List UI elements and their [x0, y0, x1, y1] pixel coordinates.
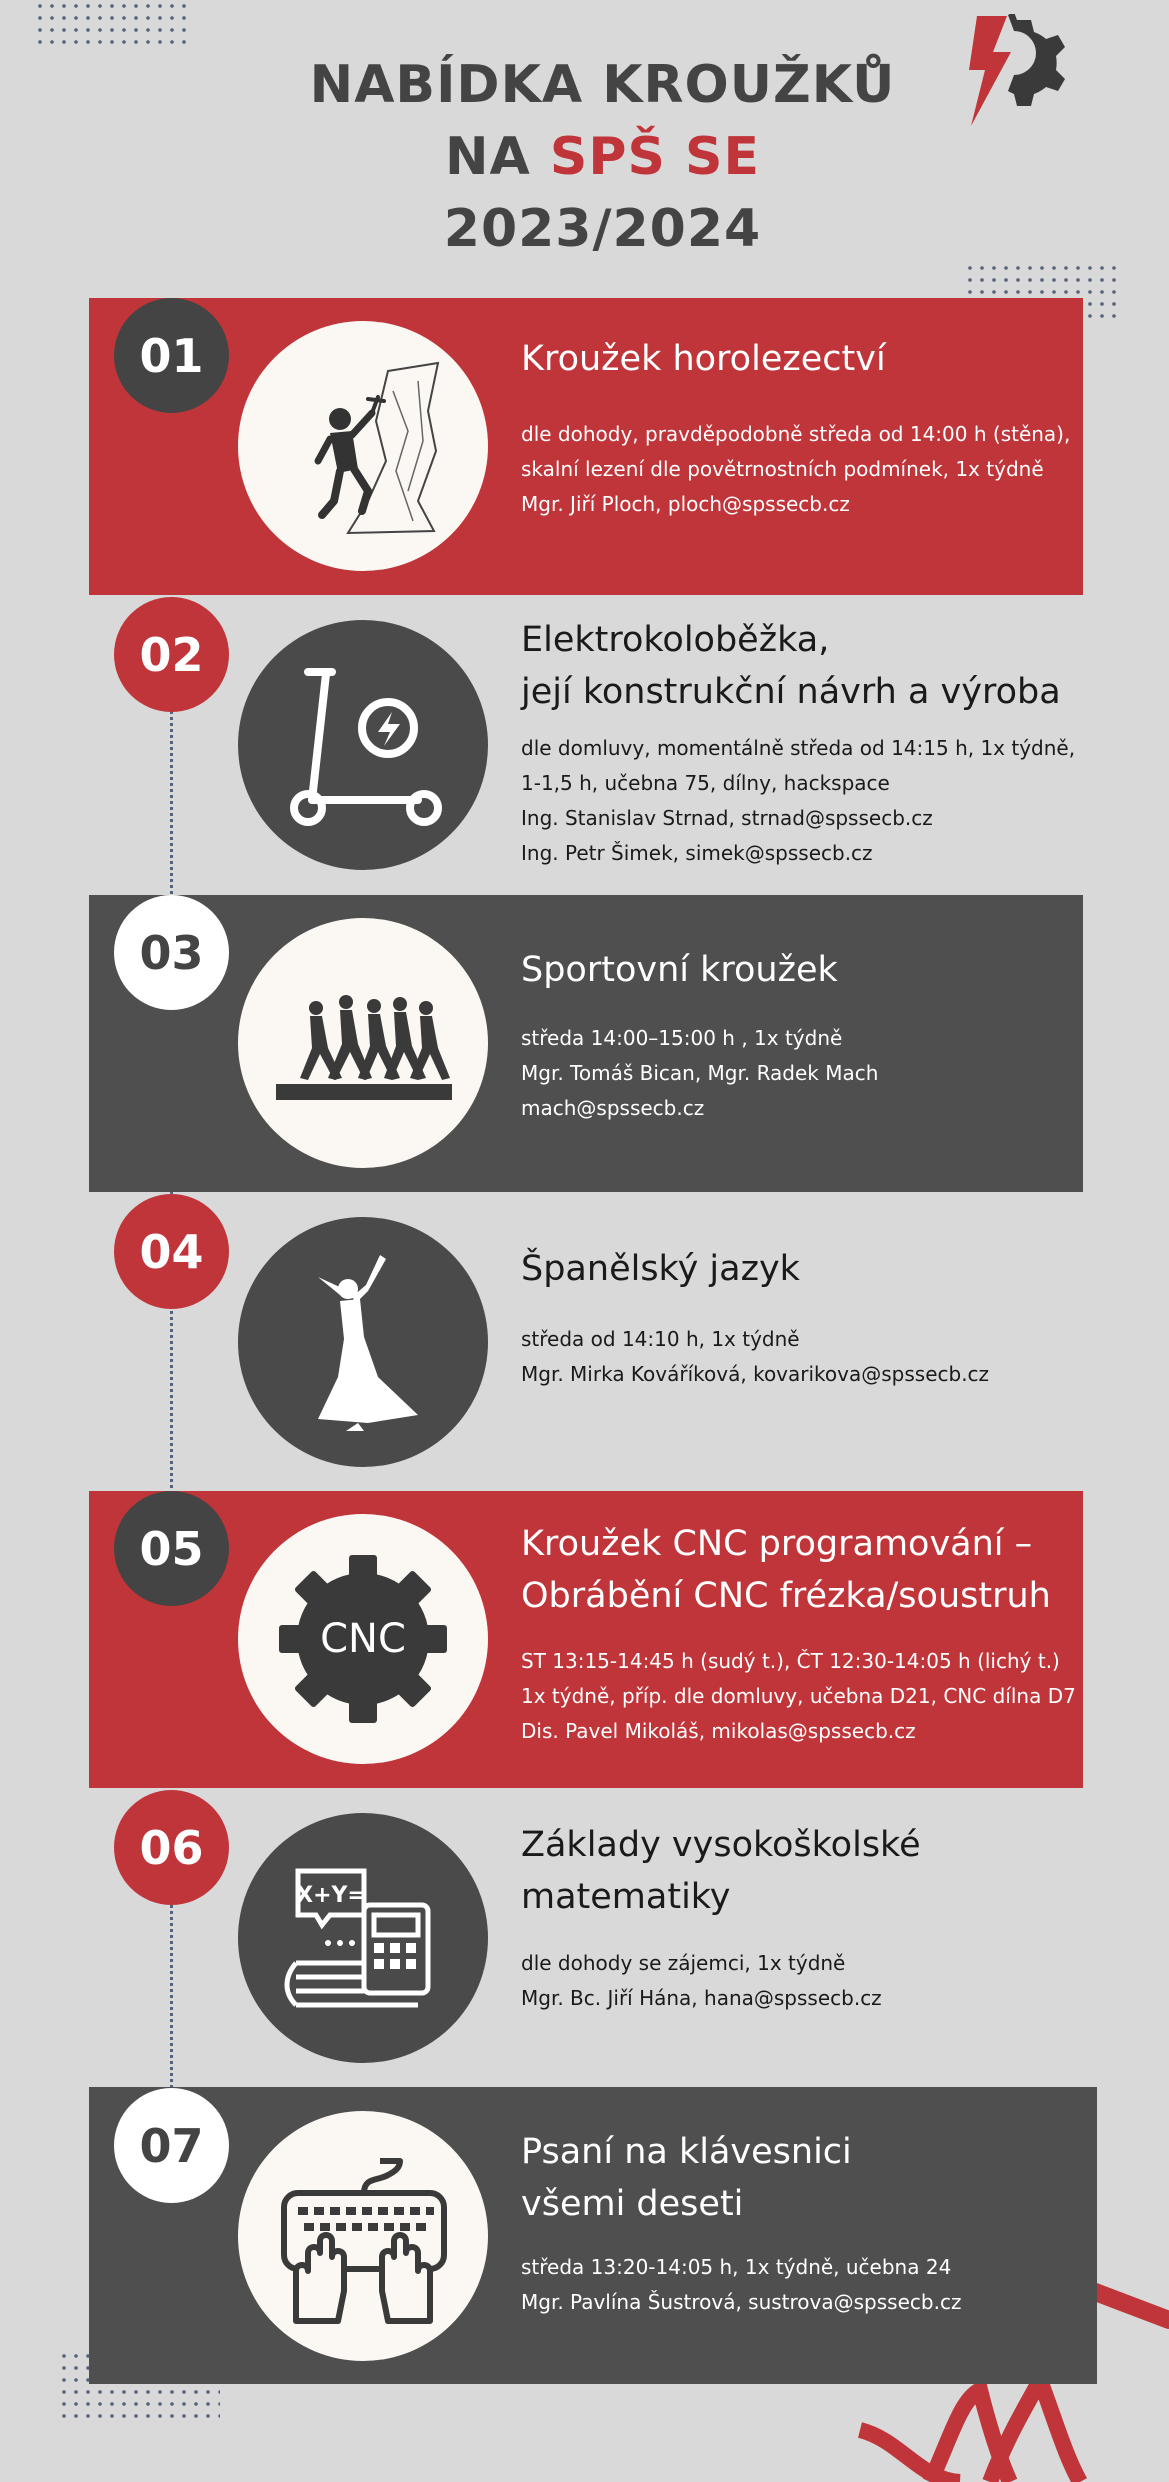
club-number-01: 01	[114, 298, 229, 413]
club-desc-line: skalní lezení dle povětrnostních podmínek, 1x týdně	[521, 457, 1044, 481]
cnc-icon-label: CNC	[320, 1616, 406, 1662]
club-desc-line: mach@spssecb.cz	[521, 1096, 705, 1120]
runners-icon	[268, 948, 458, 1138]
club-desc-line: 1-1,5 h, učebna 75, dílny, hackspace	[521, 771, 890, 795]
math-icon-label: X+Y=	[296, 1883, 366, 1908]
club-desc-line: Ing. Stanislav Strnad, strnad@spssecb.cz	[521, 806, 933, 830]
math-calculator-icon	[268, 1843, 458, 2033]
club-number-06: 06	[114, 1790, 229, 1905]
dot-grid-top-left	[34, 0, 194, 44]
title-accent: SPŠ SE	[549, 127, 760, 187]
club-number-04: 04	[114, 1194, 229, 1309]
club-number-05: 05	[114, 1491, 229, 1606]
club-number-03: 03	[114, 895, 229, 1010]
club-desc-line: dle domluvy, momentálně středa od 14:15 h, 1x týdně,	[521, 736, 1076, 760]
club-title-05	[521, 1518, 1111, 1622]
club-title-line: matematiky	[521, 1877, 731, 1917]
keyboard-hands-icon	[268, 2141, 458, 2331]
club-desc-04	[521, 1322, 1121, 1392]
club-title-line: Psaní na klávesnici	[521, 2132, 852, 2172]
flamenco-dancer-icon	[268, 1247, 458, 1437]
club-icon-circle-04	[238, 1217, 488, 1467]
title-prefix: NA	[445, 127, 550, 187]
club-title-03	[521, 944, 1111, 996]
club-desc-line: 1x týdně, příp. dle domluvy, učebna D21, CNC dílna D7	[521, 1684, 1076, 1708]
cnc-gear-icon	[268, 1544, 458, 1734]
club-desc-05	[521, 1644, 1121, 1749]
club-title-04	[521, 1243, 1111, 1295]
club-title-01	[521, 333, 1111, 385]
club-title-line: Španělský jazyk	[521, 1249, 800, 1289]
club-title-06	[521, 1819, 1111, 1923]
page-title-line-1: NABÍDKA KROUŽKŮ	[309, 55, 896, 115]
club-desc-line: středa 14:00–15:00 h , 1x týdně	[521, 1026, 843, 1050]
club-desc-01	[521, 417, 1121, 522]
club-title-line: Sportovní kroužek	[521, 950, 838, 990]
page-title-line-2	[0, 127, 1169, 187]
club-title-line: Obrábění CNC frézka/soustruh	[521, 1576, 1051, 1616]
club-icon-circle-05	[238, 1514, 488, 1764]
club-desc-line: dle dohody, pravděpodobně středa od 14:00 h (stěna),	[521, 422, 1071, 446]
club-desc-line: dle dohody se zájemci, 1x týdně	[521, 1951, 846, 1975]
club-title-02	[521, 614, 1111, 718]
club-desc-02	[521, 731, 1121, 871]
club-icon-circle-06	[238, 1813, 488, 2063]
club-desc-line: středa od 14:10 h, 1x týdně	[521, 1327, 800, 1351]
page-title-line-3: 2023/2024	[443, 199, 762, 259]
club-icon-circle-02	[238, 620, 488, 870]
club-title-line: její konstrukční návrh a výroba	[521, 672, 1061, 712]
club-desc-line: ST 13:15-14:45 h (sudý t.), ČT 12:30-14:05 h (lichý t.)	[521, 1649, 1060, 1673]
club-title-line: Kroužek CNC programování –	[521, 1524, 1033, 1564]
club-desc-line: Dis. Pavel Mikoláš, mikolas@spssecb.cz	[521, 1719, 916, 1743]
club-desc-07	[521, 2250, 1121, 2320]
club-desc-03	[521, 1021, 1121, 1126]
climber-icon	[268, 351, 458, 541]
club-desc-line: Mgr. Pavlína Šustrová, sustrova@spssecb.cz	[521, 2290, 962, 2314]
club-icon-circle-01	[238, 321, 488, 571]
club-title-line: všemi deseti	[521, 2184, 744, 2224]
club-desc-line: Mgr. Jiří Ploch, ploch@spssecb.cz	[521, 492, 850, 516]
club-desc-line: Mgr. Mirka Kováříková, kovarikova@spssecb.cz	[521, 1362, 990, 1386]
club-title-07	[521, 2126, 1111, 2230]
club-desc-line: Mgr. Tomáš Bican, Mgr. Radek Mach	[521, 1061, 879, 1085]
club-desc-line: Mgr. Bc. Jiří Hána, hana@spssecb.cz	[521, 1986, 882, 2010]
club-title-line: Kroužek horolezectví	[521, 339, 886, 379]
club-number-02: 02	[114, 597, 229, 712]
electric-scooter-icon	[268, 650, 458, 840]
club-desc-line: Ing. Petr Šimek, simek@spssecb.cz	[521, 841, 873, 865]
club-title-line: Elektrokoloběžka,	[521, 620, 830, 660]
club-icon-circle-07	[238, 2111, 488, 2361]
club-title-line: Základy vysokoškolské	[521, 1825, 921, 1865]
club-number-07: 07	[114, 2088, 229, 2203]
club-icon-circle-03	[238, 918, 488, 1168]
club-desc-06	[521, 1946, 1121, 2016]
club-desc-line: středa 13:20-14:05 h, 1x týdně, učebna 24	[521, 2255, 952, 2279]
